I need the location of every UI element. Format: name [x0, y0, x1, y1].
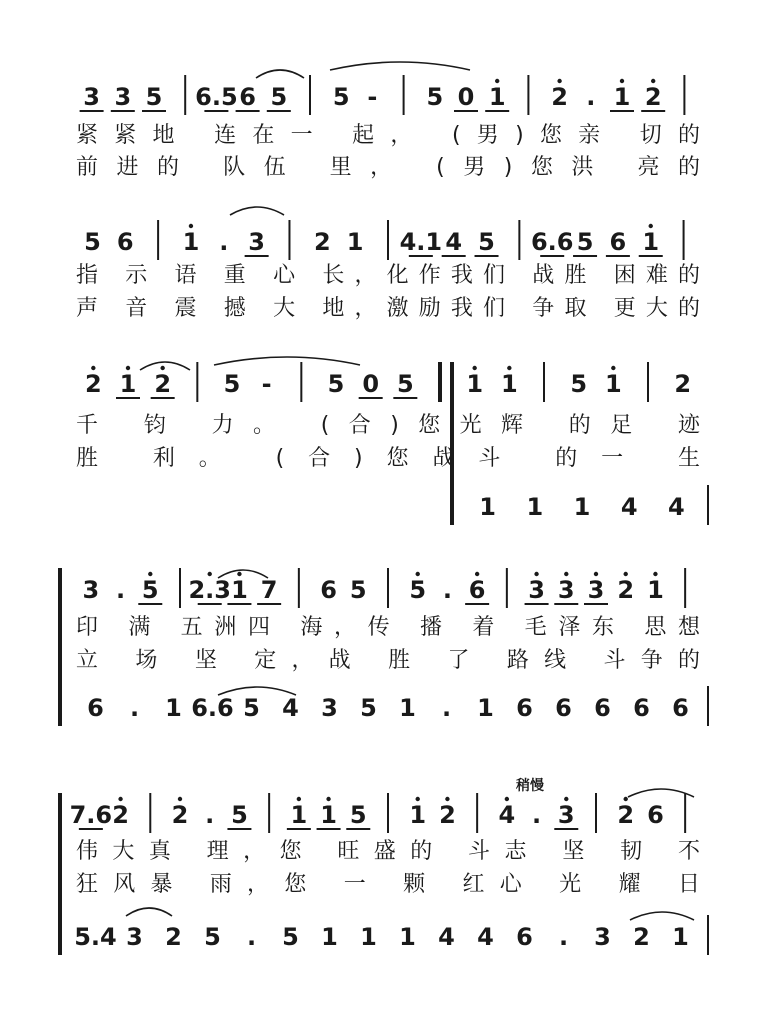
lower-note: . [441, 694, 452, 722]
octave-dot [178, 797, 182, 801]
slur [256, 70, 304, 78]
octave-dot [495, 79, 499, 83]
note: 0 [362, 370, 380, 398]
octave-dot [557, 79, 561, 83]
tempo-marking: 稍慢 [516, 778, 544, 794]
slur [214, 357, 360, 365]
note: 1 [119, 370, 137, 398]
note: 1 [182, 228, 200, 256]
note: 5 [223, 370, 241, 398]
note: 5 [349, 576, 367, 604]
note: 6.6 [530, 228, 574, 256]
note: 3 [587, 576, 605, 604]
note: 1 [231, 576, 248, 604]
note: 1 [346, 228, 364, 256]
note: 3 [557, 801, 575, 829]
octave-dot [208, 572, 212, 576]
lower-note: 6 [87, 694, 104, 722]
note: 5 [426, 83, 444, 111]
note: 2 [439, 801, 456, 829]
note: 1 [642, 228, 660, 256]
lower-note: 5 [360, 694, 377, 722]
note: 3 [528, 576, 545, 604]
note: - [261, 370, 272, 398]
lower-note: 6 [672, 694, 689, 722]
lyric-line: 立 场 坚 定，战 胜 了 路线 斗争的 [76, 648, 700, 673]
lyric-line: 千 钧 力。 (合)您光辉 的足 迹 [76, 413, 700, 438]
lyric-line: 伟大真 理，您 旺盛的 斗志 坚 韧 不 [76, 839, 701, 864]
octave-dot [649, 224, 653, 228]
octave-dot [620, 79, 624, 83]
lower-note: 1 [526, 493, 544, 521]
note: 2 [154, 370, 172, 398]
octave-dot [507, 366, 511, 370]
lyric-line: 指 示 语 重 心 长，化作我们 战胜 困难的 [76, 263, 700, 288]
note: 5 [349, 801, 367, 829]
octave-dot [297, 797, 301, 801]
lower-note: 6 [633, 694, 650, 722]
note: . [442, 576, 452, 604]
note: . [219, 228, 229, 256]
note: 6 [320, 576, 337, 604]
lower-note: 6.6 [191, 694, 234, 722]
note: 3 [557, 576, 575, 604]
octave-dot [416, 572, 420, 576]
octave-dot [564, 797, 568, 801]
lower-note: 2 [633, 923, 650, 951]
note: 5 [576, 228, 594, 256]
note: 5 [409, 576, 427, 604]
system-4 [60, 568, 708, 726]
note: 0 [457, 83, 475, 111]
octave-dot [148, 572, 152, 576]
note: 3 [83, 83, 100, 111]
note: 2 [171, 801, 189, 829]
note: 5 [327, 370, 345, 398]
note: 2 [674, 370, 692, 398]
octave-dot [445, 797, 449, 801]
note: - [367, 83, 378, 111]
slur [628, 789, 694, 797]
note: 2 [313, 228, 331, 256]
octave-dot [624, 572, 628, 576]
lower-note: . [558, 923, 569, 951]
note: 4 [445, 228, 463, 256]
lower-note: 1 [399, 923, 416, 951]
lower-note: 1 [399, 694, 416, 722]
lower-note: 3 [594, 923, 611, 951]
note: 6 [468, 576, 486, 604]
lower-note: 3 [321, 694, 338, 722]
note: 6.5 [195, 83, 238, 111]
lower-note: 4 [620, 493, 638, 521]
slur [630, 912, 694, 920]
note: 2 [617, 801, 635, 829]
note: 2 [112, 801, 129, 829]
lower-note: 4 [438, 923, 455, 951]
lower-note: 1 [573, 493, 591, 521]
lower-note: 1 [477, 694, 494, 722]
slur [140, 362, 190, 370]
note: 6 [647, 801, 664, 829]
note: . [586, 83, 596, 111]
lyric-line: 胜 利。 (合)您战斗 的一 生 [76, 446, 701, 471]
note: 6 [116, 228, 134, 256]
note: 7 [260, 576, 278, 604]
lower-note: 4 [477, 923, 494, 951]
note: . [205, 801, 215, 829]
note: . [532, 801, 542, 829]
note: 3 [82, 576, 100, 604]
octave-dot [416, 797, 420, 801]
note: 1 [320, 801, 337, 829]
note: 2 [84, 370, 102, 398]
lower-note: 5 [204, 923, 221, 951]
note: 6 [609, 228, 627, 256]
note: 1 [466, 370, 484, 398]
octave-dot [624, 797, 628, 801]
slur [230, 207, 284, 215]
note: 2 [551, 83, 568, 111]
octave-dot [472, 366, 476, 370]
lyric-line: 紧紧地 连在一 起， (男)您亲 切的 [76, 123, 700, 148]
note: 1 [409, 801, 427, 829]
note: 5 [270, 83, 288, 111]
octave-dot [189, 224, 193, 228]
lower-note: 3 [126, 923, 143, 951]
lyric-line: 前进的 队伍 里， (男)您洪 亮的 [76, 155, 700, 180]
note: 1 [613, 83, 631, 111]
system-3 [76, 362, 708, 525]
system-2 [76, 220, 700, 321]
note: 2 [617, 576, 635, 604]
octave-dot [611, 366, 615, 370]
note: . [116, 576, 126, 604]
lower-note: 6 [555, 694, 572, 722]
lower-note: 1 [672, 923, 689, 951]
slur [330, 62, 470, 70]
octave-dot [534, 572, 538, 576]
lower-note: 5 [282, 923, 299, 951]
note: 5 [141, 576, 159, 604]
lower-note: 4 [668, 493, 685, 521]
note: 4.1 [399, 228, 443, 256]
note: 5 [145, 83, 163, 111]
lower-note: 5.4 [74, 923, 117, 951]
note: 5 [84, 228, 101, 256]
note: 6 [239, 83, 256, 111]
note: 1 [647, 576, 664, 604]
note: 5 [231, 801, 248, 829]
note: 1 [500, 370, 518, 398]
octave-dot [160, 366, 164, 370]
note: 5 [478, 228, 495, 256]
lower-note: 6 [516, 923, 533, 951]
octave-dot [505, 797, 509, 801]
note: 2.3 [188, 576, 231, 604]
lower-note: 2 [165, 923, 182, 951]
slur [126, 908, 172, 916]
note: 5 [396, 370, 414, 398]
note: 4 [498, 801, 516, 829]
octave-dot [237, 572, 241, 576]
lower-note: 1 [165, 694, 182, 722]
system-5 [60, 793, 708, 955]
octave-dot [91, 366, 95, 370]
octave-dot [651, 79, 655, 83]
octave-dot [653, 572, 657, 576]
lower-note: 1 [360, 923, 377, 951]
note: 1 [290, 801, 308, 829]
lower-note: 6 [516, 694, 533, 722]
octave-dot [594, 572, 598, 576]
note: 2 [644, 83, 662, 111]
lower-note: 1 [479, 493, 496, 521]
note: 3 [114, 83, 132, 111]
octave-dot [118, 797, 122, 801]
lower-note: . [129, 694, 140, 722]
lower-note: 5 [243, 694, 260, 722]
lyric-line: 狂风暴 雨，您 一 颗 红心 光 耀 日 [76, 872, 700, 897]
lower-note: 4 [282, 694, 299, 722]
note: 1 [604, 370, 622, 398]
octave-dot [475, 572, 479, 576]
note: 3 [248, 228, 265, 256]
lyric-line: 声 音 震 撼 大 地，激励我们 争取 更大的 [76, 296, 700, 321]
note: 1 [488, 83, 506, 111]
note: 5 [332, 83, 350, 111]
lower-note: 1 [321, 923, 338, 951]
octave-dot [326, 797, 330, 801]
note: 5 [570, 370, 588, 398]
system-1 [76, 75, 700, 180]
lyric-line: 印 满 五洲四 海，传 播 着 毛泽东 思想 [76, 615, 700, 640]
note: 7.6 [69, 801, 113, 829]
octave-dot [126, 366, 130, 370]
lower-note: . [246, 923, 257, 951]
lower-note: 6 [594, 694, 611, 722]
octave-dot [564, 572, 568, 576]
